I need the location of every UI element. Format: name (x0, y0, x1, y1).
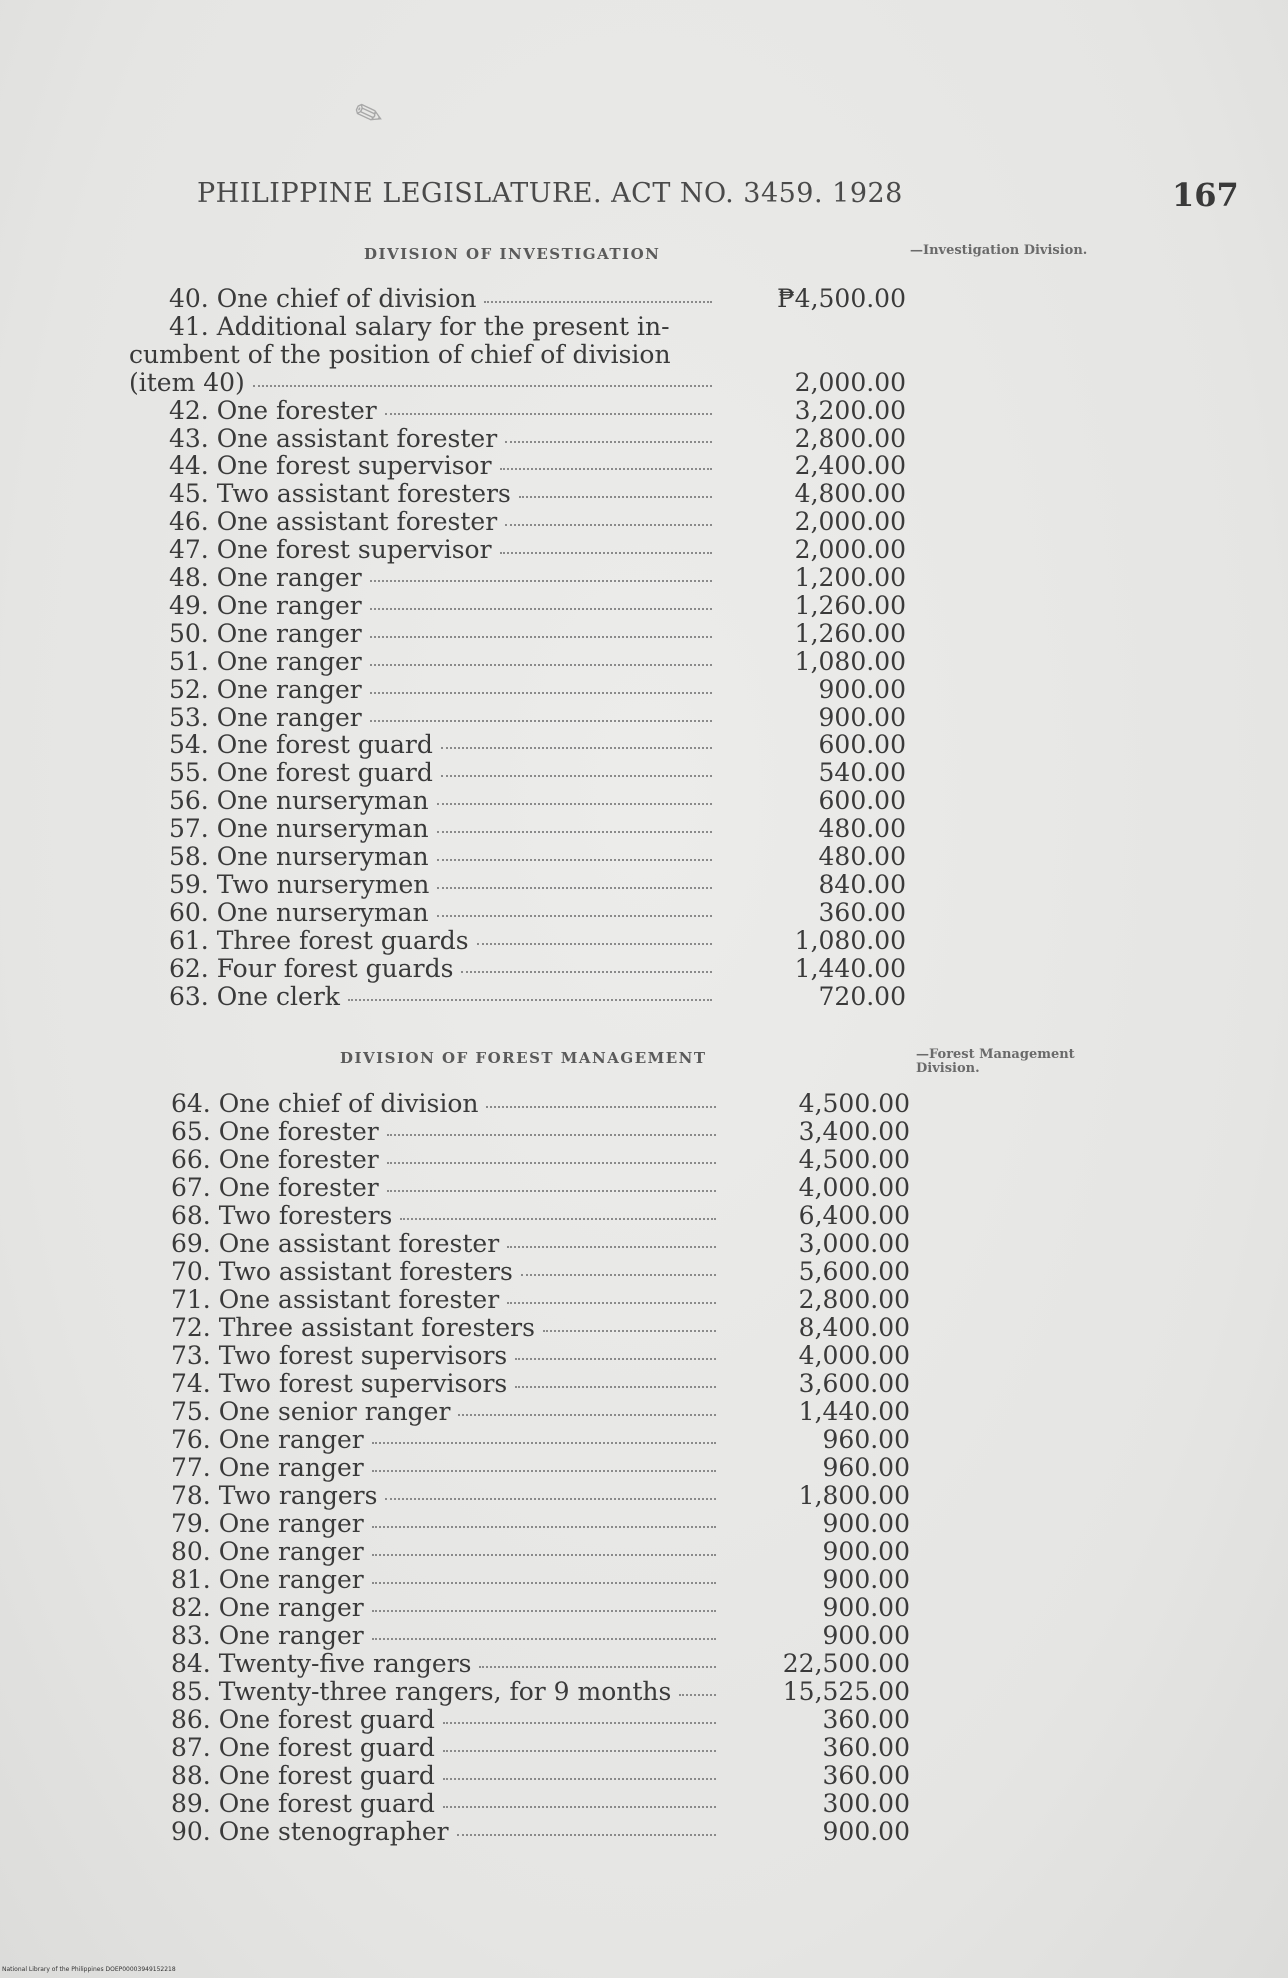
leader-dots (372, 1582, 716, 1584)
item-label: (item 40) (129, 367, 245, 397)
item-amount: 1,440.00 (798, 1397, 910, 1426)
item-amount: 900.00 (818, 674, 906, 704)
line-item (169, 592, 906, 620)
item-amount: 1,260.00 (794, 590, 906, 620)
item-label: 62. Four forest guards (169, 953, 454, 983)
item-amount: 2,000.00 (794, 507, 906, 537)
leader-dots (500, 552, 712, 554)
item-amount: 8,400.00 (798, 1313, 910, 1342)
line-item (169, 704, 906, 732)
item-amount: 2,800.00 (798, 1285, 910, 1314)
item-label: 77. One ranger (171, 1453, 364, 1482)
leader-dots (348, 999, 712, 1001)
item-label: 73. Two forest supervisors (171, 1341, 508, 1370)
item-label: 79. One ranger (171, 1509, 364, 1538)
line-item (171, 1538, 910, 1566)
item-amount: 1,440.00 (794, 953, 906, 983)
item-label: 83. One ranger (171, 1621, 364, 1650)
leader-dots (372, 1638, 716, 1640)
item-label: 76. One ranger (171, 1425, 364, 1454)
item-amount: 15,525.00 (782, 1677, 910, 1706)
item-amount: 1,800.00 (798, 1481, 910, 1510)
leader-dots (370, 720, 712, 722)
line-item (171, 1202, 910, 1230)
item-label: 55. One forest guard (169, 758, 433, 788)
line-item (171, 1482, 910, 1510)
section-title-forest-management: DIVISION OF FOREST MANAGEMENT (340, 1049, 707, 1067)
item-label: 88. One forest guard (171, 1761, 435, 1790)
item-label: 68. Two foresters (171, 1201, 393, 1230)
item-label: 42. One forester (169, 395, 377, 425)
item-amount: 2,000.00 (794, 367, 906, 397)
item-label: 56. One nurseryman (169, 786, 429, 816)
ink-mark: ✎ (349, 91, 390, 139)
leader-dots (370, 636, 712, 638)
line-item (171, 1370, 910, 1398)
line-item (171, 1734, 910, 1762)
line-item (171, 1790, 910, 1818)
item-label: 59. Two nurserymen (169, 869, 430, 899)
item-amount: 960.00 (822, 1453, 910, 1482)
leader-dots (486, 1106, 716, 1108)
item-label: 87. One forest guard (171, 1733, 435, 1762)
item-label: 60. One nurseryman (169, 897, 429, 927)
line-item (129, 369, 906, 397)
item-amount: 600.00 (818, 786, 906, 816)
line-item (169, 843, 906, 871)
item-amount: 540.00 (818, 758, 906, 788)
item-label: 84. Twenty-five rangers (171, 1649, 472, 1678)
line-item (171, 1258, 910, 1286)
item-label: 75. One senior ranger (171, 1397, 451, 1426)
item-label: 86. One forest guard (171, 1705, 435, 1734)
leader-dots (443, 1722, 716, 1724)
line-item (171, 1678, 910, 1706)
leader-dots (437, 859, 712, 861)
line-item (171, 1762, 910, 1790)
item-amount: 1,080.00 (794, 925, 906, 955)
item-label: 48. One ranger (169, 563, 362, 592)
item-label: 69. One assistant forester (171, 1229, 500, 1258)
line-item (171, 1342, 910, 1370)
line-item (169, 731, 906, 759)
item-amount: 4,000.00 (798, 1173, 910, 1202)
item-label: 67. One forester (171, 1173, 379, 1202)
item-amount: 1,260.00 (794, 618, 906, 648)
leader-dots (253, 385, 712, 387)
leader-dots (484, 301, 712, 303)
item-amount: 360.00 (818, 897, 906, 927)
leader-dots (507, 1302, 716, 1304)
item-amount: 600.00 (818, 730, 906, 760)
item-amount: 900.00 (822, 1509, 910, 1538)
item-label: 49. One ranger (169, 590, 362, 620)
line-item (171, 1426, 910, 1454)
item-amount: 3,000.00 (798, 1229, 910, 1258)
line-item (169, 759, 906, 787)
item-label: 64. One chief of division (171, 1089, 479, 1118)
line-item (171, 1118, 910, 1146)
line-item (171, 1566, 910, 1594)
line-item (169, 285, 906, 313)
leader-dots (370, 664, 712, 666)
line-item (169, 620, 906, 648)
item-amount: 4,800.00 (794, 479, 906, 509)
leader-dots (519, 496, 712, 498)
leader-dots (443, 1806, 716, 1808)
line-item (171, 1594, 910, 1622)
leader-dots (387, 1162, 716, 1164)
leader-dots (437, 915, 712, 917)
item-label: 80. One ranger (171, 1537, 364, 1566)
item-label: 45. Two assistant foresters (169, 479, 511, 509)
line-item (169, 452, 906, 480)
leader-dots (370, 580, 712, 582)
section-title-investigation: DIVISION OF INVESTIGATION (364, 245, 661, 263)
line-item (169, 676, 906, 704)
leader-dots (385, 413, 712, 415)
item-label: 46. One assistant forester (169, 507, 498, 537)
item-label: 65. One forester (171, 1117, 379, 1146)
item-amount: 360.00 (822, 1733, 910, 1762)
line-item (169, 397, 906, 425)
item-amount: 960.00 (822, 1425, 910, 1454)
leader-dots (505, 441, 712, 443)
leader-dots (370, 608, 712, 610)
leader-dots (372, 1442, 716, 1444)
leader-dots (543, 1330, 716, 1332)
leader-dots (372, 1470, 716, 1472)
line-item (171, 1286, 910, 1314)
item-amount: 3,400.00 (798, 1117, 910, 1146)
line-item (169, 508, 906, 536)
line-item (169, 564, 906, 592)
leader-dots (387, 1190, 716, 1192)
leader-dots (441, 775, 712, 777)
page-number: 167 (1172, 176, 1239, 214)
item-label: 66. One forester (171, 1145, 379, 1174)
item-amount: 900.00 (822, 1593, 910, 1622)
running-head: PHILIPPINE LEGISLATURE. ACT NO. 3459. 1928 (197, 178, 903, 209)
item-label: 72. Three assistant foresters (171, 1313, 535, 1342)
item-amount: 2,000.00 (794, 535, 906, 565)
leader-dots (372, 1610, 716, 1612)
leader-dots (372, 1526, 716, 1528)
leader-dots (458, 1414, 716, 1416)
item-amount: 3,600.00 (798, 1369, 910, 1398)
leader-dots (477, 943, 712, 945)
item-amount: 900.00 (818, 702, 906, 732)
leader-dots (679, 1694, 716, 1696)
line-item (171, 1230, 910, 1258)
item-label-line: cumbent of the position of chief of division (129, 339, 671, 369)
footer-credit: National Library of the Philippines DOEP00003949152218 (2, 1966, 176, 1973)
item-amount: 720.00 (818, 981, 906, 1011)
item-amount: 4,000.00 (798, 1341, 910, 1370)
item-amount: 3,200.00 (794, 395, 906, 425)
item-amount: ₱4,500.00 (777, 284, 906, 313)
item-amount: 900.00 (822, 1621, 910, 1650)
line-item (169, 815, 906, 843)
item-label: 58. One nurseryman (169, 842, 429, 871)
item-amount: 5,600.00 (798, 1257, 910, 1286)
line-item (171, 1398, 910, 1426)
line-item (171, 1454, 910, 1482)
item-label: 61. Three forest guards (169, 925, 469, 955)
line-item (169, 480, 906, 508)
marginal-note-forest-management: —Forest Management Division. (916, 1047, 1075, 1076)
item-label: 90. One stenographer (171, 1817, 449, 1846)
item-label: 54. One forest guard (169, 730, 433, 760)
item-label: 53. One ranger (169, 702, 362, 732)
item-label-line: 41. Additional salary for the present in- (169, 311, 670, 341)
leader-dots (437, 831, 712, 833)
line-item (171, 1818, 910, 1846)
line-item (169, 899, 906, 927)
item-amount: 900.00 (822, 1817, 910, 1846)
line-item (169, 927, 906, 955)
leader-dots (515, 1358, 716, 1360)
leader-dots (387, 1134, 716, 1136)
item-amount: 4,500.00 (798, 1089, 910, 1118)
item-label: 44. One forest supervisor (169, 451, 492, 481)
leader-dots (385, 1498, 716, 1500)
leader-dots (461, 971, 712, 973)
item-label: 74. Two forest supervisors (171, 1369, 508, 1398)
item-label: 52. One ranger (169, 674, 362, 704)
item-label: 71. One assistant forester (171, 1285, 500, 1314)
leader-dots (500, 468, 712, 470)
leader-dots (372, 1554, 716, 1556)
leader-dots (515, 1386, 716, 1388)
line-item (171, 1622, 910, 1650)
line-item (169, 536, 906, 564)
item-amount: 6,400.00 (798, 1201, 910, 1230)
line-item (169, 871, 906, 899)
item-amount: 900.00 (822, 1537, 910, 1566)
item-amount: 480.00 (818, 842, 906, 871)
item-label: 40. One chief of division (169, 284, 477, 313)
leader-dots (370, 692, 712, 694)
item-amount: 1,200.00 (794, 563, 906, 592)
item-label: 89. One forest guard (171, 1789, 435, 1818)
line-item (169, 787, 906, 815)
item-amount: 360.00 (822, 1705, 910, 1734)
item-amount: 900.00 (822, 1565, 910, 1594)
item-amount: 1,080.00 (794, 646, 906, 676)
line-item (171, 1174, 910, 1202)
line-item (169, 425, 906, 453)
leader-dots (400, 1218, 716, 1220)
item-label: 82. One ranger (171, 1593, 364, 1622)
item-amount: 360.00 (822, 1761, 910, 1790)
line-item (171, 1706, 910, 1734)
leader-dots (479, 1666, 716, 1668)
item-amount: 2,800.00 (794, 423, 906, 453)
item-amount: 480.00 (818, 814, 906, 844)
item-label: 51. One ranger (169, 646, 362, 676)
line-item (171, 1510, 910, 1538)
leader-dots (457, 1834, 716, 1836)
leader-dots (441, 747, 712, 749)
line-item (169, 955, 906, 983)
item-label: 63. One clerk (169, 981, 340, 1011)
item-label: 47. One forest supervisor (169, 535, 492, 565)
marginal-note-investigation: —Investigation Division. (910, 243, 1088, 258)
item-label: 70. Two assistant foresters (171, 1257, 513, 1286)
leader-dots (437, 887, 712, 889)
line-item (171, 1650, 910, 1678)
leader-dots (505, 524, 712, 526)
item-amount: 4,500.00 (798, 1145, 910, 1174)
leader-dots (521, 1274, 716, 1276)
line-item (169, 648, 906, 676)
item-label: 78. Two rangers (171, 1481, 378, 1510)
item-label: 85. Twenty-three rangers, for 9 months (171, 1677, 672, 1706)
line-item (171, 1090, 910, 1118)
line-item (171, 1146, 910, 1174)
leader-dots (507, 1246, 716, 1248)
leader-dots (443, 1778, 716, 1780)
item-label: 43. One assistant forester (169, 423, 498, 453)
item-amount: 22,500.00 (782, 1649, 910, 1678)
item-amount: 300.00 (822, 1789, 910, 1818)
item-amount: 2,400.00 (794, 451, 906, 481)
leader-dots (443, 1750, 716, 1752)
item-amount: 840.00 (818, 869, 906, 899)
line-item (171, 1314, 910, 1342)
item-label: 81. One ranger (171, 1565, 364, 1594)
item-label: 50. One ranger (169, 618, 362, 648)
line-item (169, 983, 906, 1011)
leader-dots (437, 803, 712, 805)
item-label: 57. One nurseryman (169, 814, 429, 844)
